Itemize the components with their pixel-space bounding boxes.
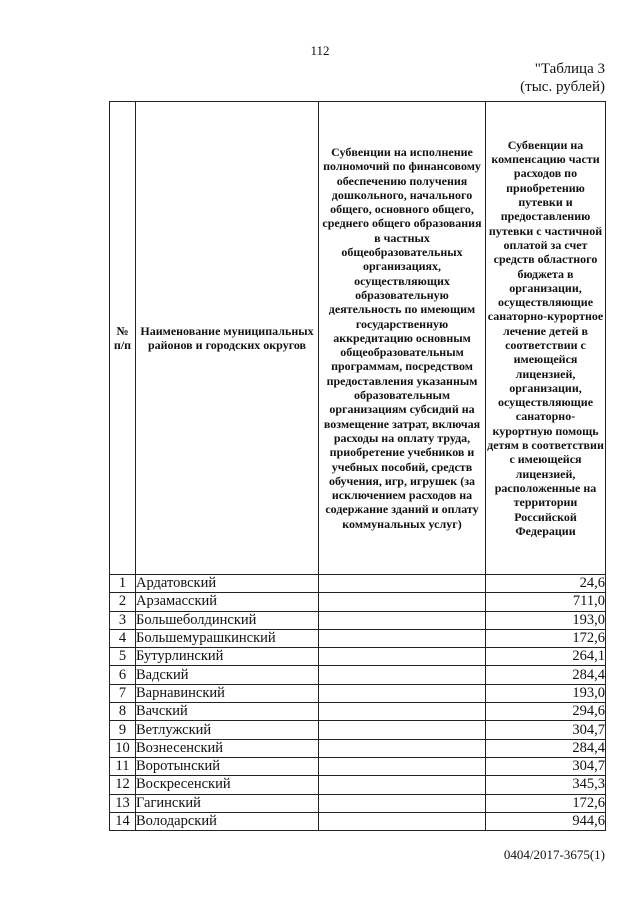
row-subvention-1-value	[319, 648, 486, 666]
row-number: 6	[110, 666, 136, 684]
row-subvention-2-value: 345,3	[486, 776, 606, 794]
table-row	[110, 757, 606, 775]
row-subvention-1-value	[319, 794, 486, 812]
table-row	[110, 611, 606, 629]
row-municipality-name: Вачский	[136, 703, 319, 721]
row-subvention-1-value	[319, 575, 486, 593]
row-subvention-2-value: 284,4	[486, 666, 606, 684]
row-subvention-1-value	[319, 666, 486, 684]
row-municipality-name: Воротынский	[136, 757, 319, 775]
row-number: 11	[110, 757, 136, 775]
row-subvention-2-value: 711,0	[486, 593, 606, 611]
row-subvention-2-value: 193,0	[486, 684, 606, 702]
row-subvention-2-value: 172,6	[486, 629, 606, 647]
table-label: "Таблица 3	[534, 61, 605, 77]
table-row	[110, 721, 606, 739]
table-caption	[495, 60, 605, 96]
row-number: 3	[110, 611, 136, 629]
row-subvention-2-value: 193,0	[486, 611, 606, 629]
row-number: 1	[110, 575, 136, 593]
row-subvention-2-value: 294,6	[486, 703, 606, 721]
table-row	[110, 648, 606, 666]
row-municipality-name: Володарский	[136, 812, 319, 830]
row-number: 9	[110, 721, 136, 739]
row-subvention-1-value	[319, 611, 486, 629]
row-subvention-2-value: 304,7	[486, 721, 606, 739]
row-municipality-name: Большемурашкинский	[136, 629, 319, 647]
header-subvention-sanatorium-vouchers: Субвенции на компенсацию части расходов по приобретению путевки и предоставлению путевки с частичной оплатой за счет средств областного бюджета в организации, осуществляющие санаторно-курортное лечение детей в соответствии с имеющейся лицензией, организации, осуществляющие санаторно-курортную помощь детям в соответствии с имеющейся лицензией, расположенные на территории Российской Федерации	[486, 102, 606, 575]
row-municipality-name: Ардатовский	[136, 575, 319, 593]
table-row	[110, 666, 606, 684]
document-code: 0404/2017-3675(1)	[503, 847, 605, 862]
row-subvention-2-value: 24,6	[486, 575, 606, 593]
row-number: 14	[110, 812, 136, 830]
row-subvention-1-value	[319, 812, 486, 830]
row-number: 5	[110, 648, 136, 666]
row-subvention-2-value: 284,4	[486, 739, 606, 757]
table-row	[110, 794, 606, 812]
table-row	[110, 776, 606, 794]
header-subvention-private-education: Субвенции на исполнение полномочий по финансовому обеспечению получения дошкольного, начального общего, основного общего, среднего общего образования в частных общеобразовательных организациях, осуществляющих образовательную деятельность по имеющим государственную аккредитацию основным общеобразовательным программам, посредством предоставления указанным образовательным организациям субсидий на возмещение затрат, включая расходы на оплату труда, приобретение учебников и учебных пособий, средств обучения, игр, игрушек (за исключением расходов на содержание зданий и оплату коммунальных услуг)	[319, 102, 486, 575]
row-subvention-2-value: 304,7	[486, 757, 606, 775]
subventions-table	[109, 101, 606, 831]
table-header-row	[110, 102, 606, 575]
table-row	[110, 739, 606, 757]
row-subvention-1-value	[319, 721, 486, 739]
row-municipality-name: Большеболдинский	[136, 611, 319, 629]
header-number: № п/п	[110, 102, 136, 575]
row-subvention-1-value	[319, 703, 486, 721]
row-municipality-name: Арзамасский	[136, 593, 319, 611]
row-municipality-name: Воскресенский	[136, 776, 319, 794]
row-subvention-1-value	[319, 684, 486, 702]
row-subvention-2-value: 944,6	[486, 812, 606, 830]
row-subvention-1-value	[319, 739, 486, 757]
row-number: 13	[110, 794, 136, 812]
table-body	[110, 575, 606, 831]
table-row	[110, 703, 606, 721]
row-subvention-2-value: 264,1	[486, 648, 606, 666]
row-municipality-name: Гагинский	[136, 794, 319, 812]
row-municipality-name: Варнавинский	[136, 684, 319, 702]
table-units: (тыс. рублей)	[520, 79, 605, 95]
row-number: 2	[110, 593, 136, 611]
row-subvention-1-value	[319, 757, 486, 775]
page-number: 112	[310, 43, 330, 58]
header-municipality-name: Наименование муниципальных районов и городских округов	[136, 102, 319, 575]
table-row	[110, 575, 606, 593]
row-number: 4	[110, 629, 136, 647]
row-municipality-name: Бутурлинский	[136, 648, 319, 666]
table-row	[110, 812, 606, 830]
table-row	[110, 629, 606, 647]
row-number: 8	[110, 703, 136, 721]
row-number: 10	[110, 739, 136, 757]
row-subvention-2-value: 172,6	[486, 794, 606, 812]
table-row	[110, 684, 606, 702]
row-number: 12	[110, 776, 136, 794]
row-municipality-name: Вознесенский	[136, 739, 319, 757]
row-number: 7	[110, 684, 136, 702]
row-subvention-1-value	[319, 593, 486, 611]
table-row	[110, 593, 606, 611]
row-subvention-1-value	[319, 629, 486, 647]
row-subvention-1-value	[319, 776, 486, 794]
row-municipality-name: Вадский	[136, 666, 319, 684]
row-municipality-name: Ветлужский	[136, 721, 319, 739]
